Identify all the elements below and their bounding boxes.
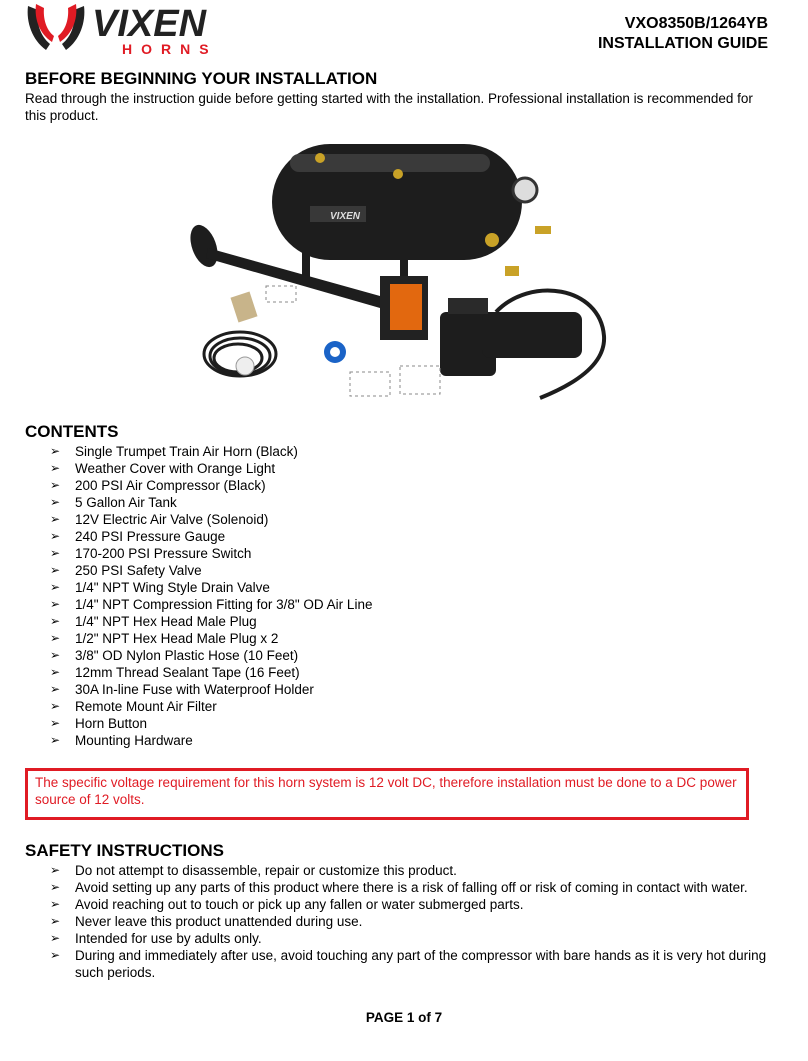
arrow-bullet-icon: ➢: [50, 648, 61, 662]
list-item: ➢ Avoid reaching out to touch or pick up any fallen or water submerged parts.: [50, 897, 524, 912]
arrow-bullet-icon: ➢: [50, 716, 61, 730]
arrow-bullet-icon: ➢: [50, 631, 61, 645]
list-item: ➢ 1/4" NPT Compression Fitting for 3/8" OD Air Line: [50, 597, 373, 612]
arrow-bullet-icon: ➢: [50, 733, 61, 747]
arrow-bullet-icon: ➢: [50, 614, 61, 628]
list-item: ➢ Horn Button: [50, 716, 148, 731]
list-item: ➢ 200 PSI Air Compressor (Black): [50, 478, 266, 493]
contents-heading: CONTENTS: [25, 422, 119, 441]
list-item: ➢ 240 PSI Pressure Gauge: [50, 529, 226, 544]
list-item: ➢ Intended for use by adults only.: [50, 931, 262, 946]
model-number: VXO8350B/1264YB: [624, 15, 768, 32]
intro-heading: BEFORE BEGINNING YOUR INSTALLATION: [25, 69, 378, 88]
voltage-warning-box: The specific voltage requirement for this horn system is 12 volt DC, therefore installation must be done to a DC power source of 12 volts.: [25, 768, 749, 820]
list-item: ➢ 170-200 PSI Pressure Switch: [50, 546, 252, 561]
arrow-bullet-icon: ➢: [50, 563, 61, 577]
logo-emblem-icon: [28, 4, 85, 50]
list-item: ➢ Avoid setting up any parts of this product where there is a risk of falling off or risk of coming in contact with water.: [50, 880, 748, 895]
arrow-bullet-icon: ➢: [50, 580, 61, 594]
arrow-bullet-icon: ➢: [50, 948, 61, 962]
product-image: [180, 136, 620, 416]
safety-heading: SAFETY INSTRUCTIONS: [25, 841, 224, 860]
list-item: ➢ Remote Mount Air Filter: [50, 699, 217, 714]
list-item: ➢ Do not attempt to disassemble, repair or customize this product.: [50, 863, 457, 878]
list-item: ➢ 3/8" OD Nylon Plastic Hose (10 Feet): [50, 648, 299, 663]
arrow-bullet-icon: ➢: [50, 478, 61, 492]
vixen-horns-logo: [24, 0, 238, 58]
list-item: ➢ 5 Gallon Air Tank: [50, 495, 177, 510]
list-item: ➢ Single Trumpet Train Air Horn (Black): [50, 444, 298, 459]
list-item: ➢ 30A In-line Fuse with Waterproof Holder: [50, 682, 314, 697]
intro-text: Read through the instruction guide before getting started with the installation. Professional installation is recommended for this product.: [25, 91, 753, 123]
compressor-icon: [440, 290, 604, 398]
arrow-bullet-icon: ➢: [50, 897, 61, 911]
logo-sub-text: HORNS: [122, 41, 218, 57]
arrow-bullet-icon: ➢: [50, 914, 61, 928]
arrow-bullet-icon: ➢: [50, 699, 61, 713]
list-item: ➢ Never leave this product unattended during use.: [50, 914, 363, 929]
arrow-bullet-icon: ➢: [50, 444, 61, 458]
list-item: ➢ Mounting Hardware: [50, 733, 193, 748]
arrow-bullet-icon: ➢: [50, 529, 61, 543]
safety-list: [50, 862, 780, 981]
document-header: [598, 14, 768, 54]
list-item: ➢ 1/2" NPT Hex Head Male Plug x 2: [50, 631, 279, 646]
arrow-bullet-icon: ➢: [50, 931, 61, 945]
air-tank-icon: [272, 144, 551, 284]
list-item: ➢ 12V Electric Air Valve (Solenoid): [50, 512, 269, 527]
list-item: ➢ 250 PSI Safety Valve: [50, 563, 202, 578]
contents-list: [50, 443, 372, 749]
guide-title: INSTALLATION GUIDE: [597, 35, 768, 52]
arrow-bullet-icon: ➢: [50, 546, 61, 560]
arrow-bullet-icon: ➢: [50, 461, 61, 475]
list-item: ➢ Weather Cover with Orange Light: [50, 461, 276, 476]
arrow-bullet-icon: ➢: [50, 665, 61, 679]
arrow-bullet-icon: ➢: [50, 512, 61, 526]
logo-brand-text: VIXEN: [92, 3, 207, 45]
list-item: ➢ 1/4" NPT Wing Style Drain Valve: [50, 580, 270, 595]
arrow-bullet-icon: ➢: [50, 682, 61, 696]
tank-label: VIXEN: [330, 211, 361, 222]
list-item: ➢ 1/4" NPT Hex Head Male Plug: [50, 614, 257, 629]
list-item: ➢ 12mm Thread Sealant Tape (16 Feet): [50, 665, 300, 680]
arrow-bullet-icon: ➢: [50, 495, 61, 509]
list-item: ➢ During and immediately after use, avoid touching any part of the compressor with bare hands as it is very hot during such periods.: [50, 948, 767, 980]
arrow-bullet-icon: ➢: [50, 597, 61, 611]
page-number: PAGE 1 of 7: [365, 1010, 443, 1025]
arrow-bullet-icon: ➢: [50, 880, 61, 894]
arrow-bullet-icon: ➢: [50, 863, 61, 877]
